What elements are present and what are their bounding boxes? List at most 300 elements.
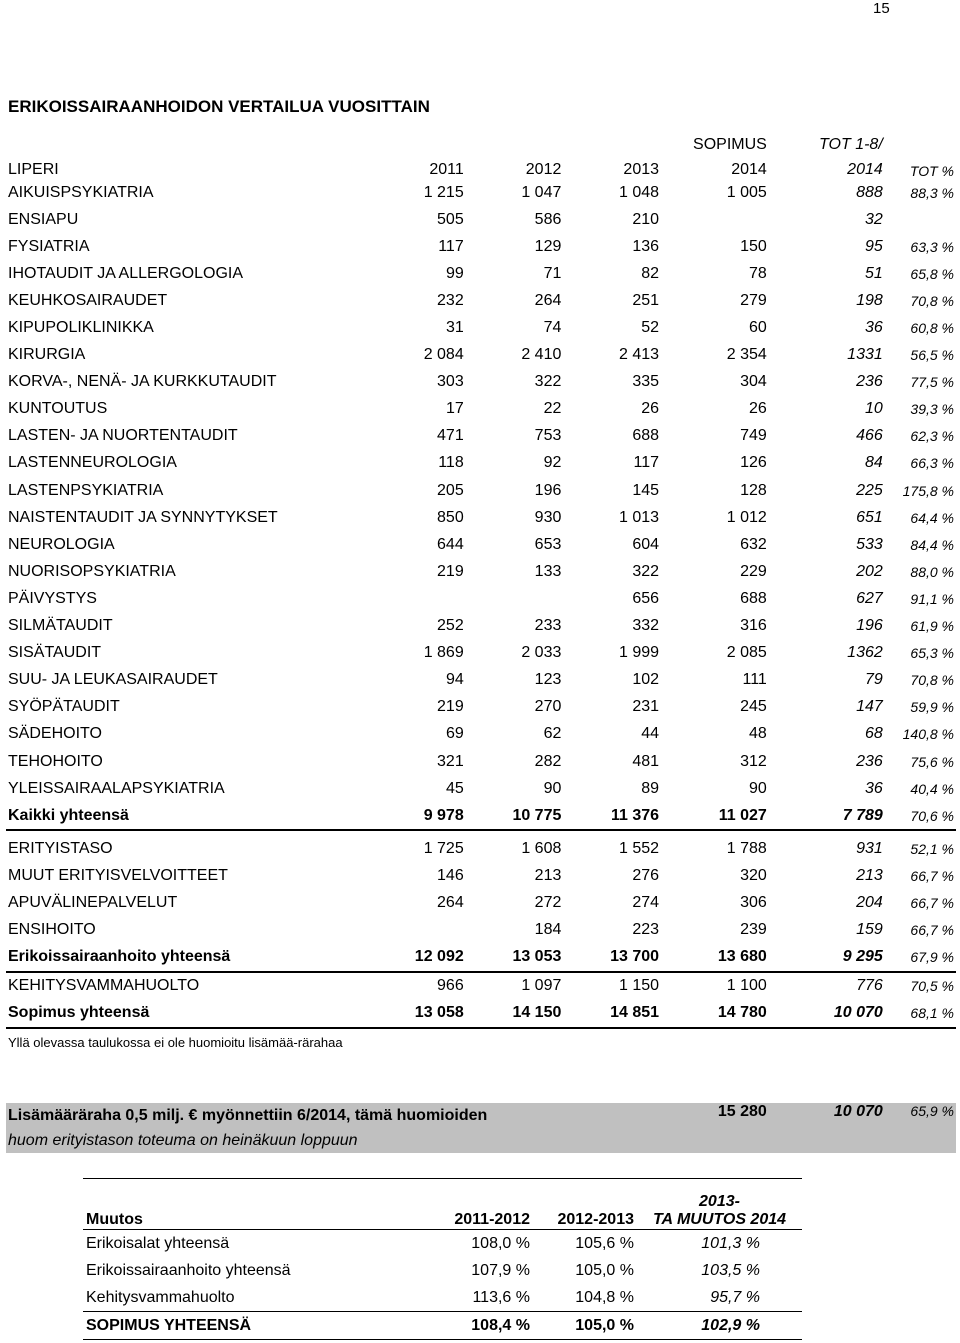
val-2013: 322 [632,562,660,580]
row-label: KEHITYSVAMMAHUOLTO [8,977,200,995]
val-tot-percent: 66,3 % [910,455,954,472]
val-2012: 753 [534,427,562,445]
change-label: Kehitysvammahuolto [86,1288,235,1306]
val-tot-2014: 32 [864,210,883,228]
empty-cell [661,1028,769,1073]
val-2013: 223 [632,921,660,939]
val-sopimus-2014: 316 [740,617,767,635]
val-2012: 13 053 [466,944,564,972]
val-sopimus-2014: 126 [740,454,767,472]
val-2013: 688 [632,427,660,445]
header-2014: 2014 [731,161,767,178]
val-tot-2014: 466 [856,427,883,445]
val-sopimus-2014: 304 [740,373,767,391]
lisamaararaha-percent: 65,9 % [885,1103,956,1153]
change-header-c2: 2012-2013 [533,1179,637,1230]
val-sopimus-2014: 78 [749,264,767,282]
val-sopimus-2014: 239 [740,921,767,939]
row-label: KEUHKOSAIRAUDET [8,291,168,309]
lisamaararaha-line1: Lisämääräraha 0,5 milj. € myönnettiin 6/2014, tämä huomioiden [8,1106,488,1124]
table-row [6,917,956,944]
row-label: NEUROLOGIA [8,535,115,553]
empty-cell [466,1028,564,1073]
val-tot-2014: 202 [856,562,883,580]
table-row [6,206,956,233]
val-2011: 12 092 [368,944,466,972]
val-2011: 118 [438,454,464,472]
val-tot-2014: 36 [864,779,883,797]
val-2013: 231 [632,698,660,716]
val-2013: 274 [632,893,660,911]
row-label: APUVÄLINEPALVELUT [8,893,178,911]
val-2011: 219 [437,698,464,716]
header-2012: 2012 [525,161,562,178]
val-tot-percent: 65,3 % [910,645,954,662]
val-2012: 184 [534,921,562,939]
row-label: Kaikki yhteensä [6,802,368,830]
val-2011: 17 [445,400,464,418]
change-label: Erikoissairaanhoito yhteensä [86,1261,291,1279]
change-2012-2013: 105,0 % [533,1312,637,1340]
val-2013: 210 [632,210,660,228]
change-header-c3 [637,1179,802,1230]
val-2012: 270 [534,698,562,716]
table-row [6,694,956,721]
val-sopimus-2014: 26 [749,400,767,418]
change-header-c3b: TA MUUTOS 2014 [652,1211,787,1228]
header-2013: 2013 [623,161,660,178]
val-2013: 332 [632,617,660,635]
change-2012-2013: 105,6 % [575,1234,634,1252]
change-2012-2013: 105,0 % [575,1261,634,1279]
val-tot-percent: 40,4 % [910,780,954,797]
val-tot-percent: 67,9 % [885,944,956,972]
val-2011: 850 [437,508,464,526]
empty-cell [885,1028,956,1073]
table-row [6,640,956,667]
val-sopimus-2014: 128 [740,481,767,499]
row-label: ENSIAPU [8,210,79,228]
table-row [6,342,956,369]
row-label: Erikoissairaanhoito yhteensä [6,944,368,972]
row-label: KIRURGIA [8,346,86,364]
val-tot-2014: 68 [864,725,883,743]
change-header-row [83,1179,802,1230]
val-sopimus-2014: 1 100 [726,977,767,995]
val-2011: 1 725 [423,839,464,857]
val-2012: 74 [543,319,562,337]
table-row [6,558,956,585]
row-label: LASTENNEUROLOGIA [8,454,177,472]
val-2013: 1 150 [618,977,660,995]
val-2013: 82 [641,264,660,282]
val-tot-percent: 65,8 % [910,265,954,282]
val-sopimus-2014: 632 [740,535,767,553]
val-tot-percent: 62,3 % [910,428,954,445]
header-tot-2014: 2014 [847,161,883,178]
val-tot-2014: 776 [856,977,883,995]
val-tot-2014: 236 [856,373,883,391]
val-2012: 1 047 [521,183,562,201]
table-row [6,423,956,450]
val-sopimus-2014: 279 [740,291,767,309]
change-header-c3a: 2013- [699,1193,740,1210]
val-2013: 145 [632,481,660,499]
val-tot-percent: 52,1 % [910,840,954,857]
change-2011-2012: 108,0 % [471,1234,530,1252]
val-2011: 99 [445,264,464,282]
change-row [83,1230,802,1258]
val-sopimus-2014: 13 680 [661,944,769,972]
val-tot-2014: 533 [856,535,883,553]
change-2011-2012: 113,6 % [472,1288,530,1306]
val-tot-percent: 88,3 % [910,184,954,201]
val-tot-percent: 77,5 % [910,374,954,391]
val-2011: 1 869 [423,644,464,662]
val-2012: 322 [534,373,562,391]
val-2013: 1 048 [618,183,660,201]
header-tot: TOT 1-8/ [819,136,883,153]
val-sopimus-2014: 229 [740,562,767,580]
table-row [6,369,956,396]
row-label: LASTENPSYKIATRIA [8,481,164,499]
val-2013: 2 413 [618,346,660,364]
val-sopimus-2014: 150 [740,237,767,255]
val-2011 [368,917,466,944]
row-label: AIKUISPSYKIATRIA [8,183,154,201]
spacer-row [6,1073,956,1103]
change-row [83,1257,802,1284]
val-tot-2014: 198 [856,291,883,309]
val-tot-2014: 204 [856,893,883,911]
row-label: LASTEN- JA NUORTENTAUDIT [8,427,238,445]
table-row [6,260,956,287]
table-row [6,613,956,640]
val-sopimus-2014: 749 [740,427,767,445]
val-2011: 303 [437,373,464,391]
val-2013: 136 [632,237,660,255]
val-2011: 205 [437,481,464,499]
total-row-kaikki [6,802,956,830]
val-2011: 966 [437,977,464,995]
empty-cell [769,1028,885,1073]
val-2012: 233 [534,617,562,635]
val-tot-percent: 66,7 % [910,894,954,911]
val-tot-percent: 70,8 % [910,672,954,689]
change-header-c1: 2011-2012 [429,1179,533,1230]
val-tot-percent: 84,4 % [910,536,954,553]
val-2011: 505 [437,210,464,228]
val-sopimus-2014 [661,206,769,233]
val-2012: 14 150 [466,1000,564,1028]
change-row [83,1284,802,1312]
val-2012 [466,585,564,612]
val-2012: 213 [534,866,562,884]
val-2013: 251 [632,291,660,309]
val-sopimus-2014: 60 [749,319,767,337]
val-tot-2014: 36 [864,319,883,337]
val-tot-percent: 75,6 % [910,753,954,770]
row-label: MUUT ERITYISVELVOITTEET [8,866,228,884]
change-table [83,1178,802,1340]
val-tot-2014: 196 [856,617,883,635]
val-2011: 146 [437,866,464,884]
val-2011: 69 [445,725,464,743]
val-tot-2014: 159 [856,921,883,939]
row-label: KIPUPOLIKLINIKKA [8,319,154,337]
val-sopimus-2014: 320 [740,866,767,884]
val-2012: 123 [534,671,562,689]
val-2013: 117 [633,454,660,472]
val-2012: 272 [534,893,562,911]
row-label: NUORISOPSYKIATRIA [8,562,176,580]
val-2012: 71 [543,264,562,282]
val-tot-2014: 931 [856,839,883,857]
note-row [6,1028,956,1073]
header-label: LIPERI [8,161,59,178]
val-2012: 1 097 [521,977,562,995]
val-tot-percent: 59,9 % [910,699,954,716]
total-row-sopimus [6,1000,956,1028]
table-row [6,889,956,916]
val-2013: 604 [632,535,660,553]
table-row [6,721,956,748]
table-row [6,450,956,477]
change-label: Erikoisalat yhteensä [86,1234,230,1252]
change-row [83,1312,802,1340]
row-label: ENSIHOITO [8,921,96,939]
val-2013: 26 [641,400,660,418]
val-tot-percent: 70,5 % [910,978,954,995]
change-ta-2014: 101,3 % [701,1234,760,1252]
val-2011: 264 [437,893,464,911]
val-2011 [368,585,466,612]
val-tot-2014: 225 [856,481,883,499]
row-label: ERITYISTASO [8,839,113,857]
row-label: SUU- JA LEUKASAIRAUDET [8,671,218,689]
row-label: SYÖPÄTAUDIT [8,698,120,716]
row-label: IHOTAUDIT JA ALLERGOLOGIA [8,264,244,282]
val-2011: 252 [437,617,464,635]
row-label: KUNTOUTUS [8,400,108,418]
val-2012: 90 [543,779,562,797]
change-label: SOPIMUS YHTEENSÄ [83,1312,429,1340]
val-tot-percent: 70,6 % [885,802,956,830]
val-tot-percent: 63,3 % [910,238,954,255]
val-2011: 471 [437,427,464,445]
val-2013: 14 851 [563,1000,661,1028]
val-sopimus-2014: 14 780 [661,1000,769,1028]
table-row [6,477,956,504]
val-sopimus-2014: 245 [740,698,767,716]
val-2013: 11 376 [563,802,661,830]
val-2013: 102 [632,671,660,689]
val-sopimus-2014: 2 085 [726,644,767,662]
change-ta-2014: 103,5 % [701,1261,760,1279]
val-tot-2014: 10 [864,400,883,418]
val-tot-2014: 79 [864,671,883,689]
val-tot-percent: 66,7 % [910,867,954,884]
val-tot-2014: 9 295 [769,944,885,972]
val-tot-2014: 888 [856,183,883,201]
table-row [6,972,956,1000]
val-tot-2014: 213 [856,866,883,884]
val-2013: 44 [641,725,660,743]
table-row [6,179,956,206]
change-2011-2012: 108,4 % [429,1312,533,1340]
val-sopimus-2014: 312 [740,752,767,770]
page-title: ERIKOISSAIRAANHOIDON VERTAILUA VUOSITTAIN [8,97,430,116]
row-label: SILMÄTAUDIT [8,617,113,635]
table-row [6,667,956,694]
val-tot-2014: 147 [856,698,883,716]
val-tot-percent: 140,8 % [902,726,954,743]
page-number: 15 [873,0,890,17]
val-2012: 264 [534,291,562,309]
change-header-label: Muutos [83,1179,429,1230]
table-row [6,748,956,775]
row-label: SÄDEHOITO [8,725,102,743]
val-2013: 1 552 [618,839,660,857]
row-label: Sopimus yhteensä [6,1000,368,1028]
change-2011-2012: 107,9 % [471,1261,530,1279]
val-tot-percent [885,206,956,233]
val-2012: 930 [534,508,562,526]
row-label: YLEISSAIRAALAPSYKIATRIA [8,779,225,797]
header-sopimus: SOPIMUS [693,136,767,153]
header-2011: 2011 [429,161,464,178]
table-row [6,830,956,862]
val-sopimus-2014: 688 [740,589,767,607]
val-tot-2014: 84 [864,454,883,472]
val-2011: 644 [437,535,464,553]
val-2013: 1 999 [618,644,660,662]
val-2011: 117 [438,237,464,255]
val-2013: 13 700 [563,944,661,972]
table-row [6,775,956,802]
val-tot-2014: 51 [864,264,883,282]
change-ta-2014: 95,7 % [710,1288,760,1306]
row-label: TEHOHOITO [8,752,103,770]
val-tot-2014: 1362 [847,644,883,662]
table-row [6,531,956,558]
val-2012: 129 [534,237,562,255]
val-tot-2014: 7 789 [769,802,885,830]
row-label: SISÄTAUDIT [8,644,102,662]
val-sopimus-2014: 306 [740,893,767,911]
val-2011: 219 [437,562,464,580]
lisamaararaha-row [6,1103,956,1153]
val-tot-percent: 64,4 % [910,509,954,526]
val-2011: 321 [437,752,464,770]
val-tot-percent: 56,5 % [910,347,954,364]
header-tot-percent: TOT % [909,163,954,179]
val-tot-percent: 66,7 % [910,922,954,939]
val-tot-percent: 88,0 % [910,563,954,580]
table-row [6,287,956,314]
header-row-2 [6,154,956,179]
table-row [6,314,956,341]
val-2012: 133 [534,562,562,580]
header-row-1 [6,126,956,154]
val-sopimus-2014: 1 012 [726,508,767,526]
val-2013: 1 013 [618,508,660,526]
val-2013: 481 [632,752,660,770]
val-2011: 31 [445,319,464,337]
row-label: KORVA-, NENÄ- JA KURKKUTAUDIT [8,373,277,391]
val-tot-percent: 68,1 % [885,1000,956,1028]
table-row [6,396,956,423]
val-2012: 653 [534,535,562,553]
row-label: FYSIATRIA [8,237,90,255]
val-2013: 276 [632,866,660,884]
table-note: Yllä olevassa taulukossa ei ole huomioitu lisämää-rärahaa [8,1034,343,1050]
val-tot-2014: 10 070 [769,1000,885,1028]
val-tot-percent: 61,9 % [910,618,954,635]
val-tot-percent: 70,8 % [910,292,954,309]
val-2011: 9 978 [368,802,466,830]
val-tot-2014: 236 [856,752,883,770]
empty-cell [563,1028,661,1073]
val-2012: 282 [534,752,562,770]
val-tot-2014: 95 [864,237,883,255]
table-row [6,233,956,260]
change-ta-2014: 102,9 % [637,1312,802,1340]
val-2011: 94 [445,671,464,689]
change-2012-2013: 104,8 % [575,1288,634,1306]
val-2011: 2 084 [423,346,464,364]
val-tot-percent: 60,8 % [910,320,954,337]
val-2012: 2 033 [521,644,562,662]
val-2012: 10 775 [466,802,564,830]
val-sopimus-2014: 111 [742,671,767,689]
val-sopimus-2014: 1 005 [726,183,767,201]
val-2013: 52 [641,319,660,337]
val-sopimus-2014: 1 788 [726,839,767,857]
val-2012: 1 608 [521,839,562,857]
total-row-erikoissairaanhoito [6,944,956,972]
val-tot-percent: 91,1 % [910,590,954,607]
lisamaararaha-text [6,1103,661,1153]
val-tot-2014: 651 [856,508,883,526]
val-tot-2014: 1331 [847,346,883,364]
val-2013: 89 [641,779,660,797]
val-sopimus-2014: 2 354 [726,346,767,364]
val-2011: 1 215 [423,183,464,201]
val-2012: 92 [543,454,562,472]
lisamaararaha-sopimus: 15 280 [661,1103,769,1153]
val-sopimus-2014: 11 027 [661,802,769,830]
val-2012: 62 [543,725,562,743]
table-row [6,504,956,531]
val-2011: 232 [437,291,464,309]
lisamaararaha-line2: huom erityistason toteuma on heinäkuun loppuun [8,1131,358,1149]
val-2012: 586 [534,210,562,228]
val-2013: 335 [632,373,660,391]
val-2012: 196 [534,481,562,499]
val-tot-2014: 627 [856,589,883,607]
val-2012: 2 410 [521,346,562,364]
empty-cell [368,1028,466,1073]
lisamaararaha-tot: 10 070 [769,1103,885,1153]
val-sopimus-2014: 48 [749,725,767,743]
val-2011: 45 [445,779,464,797]
val-2013: 656 [632,589,660,607]
table-row [6,585,956,612]
val-2011: 13 058 [368,1000,466,1028]
row-label: PÄIVYSTYS [8,589,97,607]
val-tot-percent: 175,8 % [902,482,954,499]
